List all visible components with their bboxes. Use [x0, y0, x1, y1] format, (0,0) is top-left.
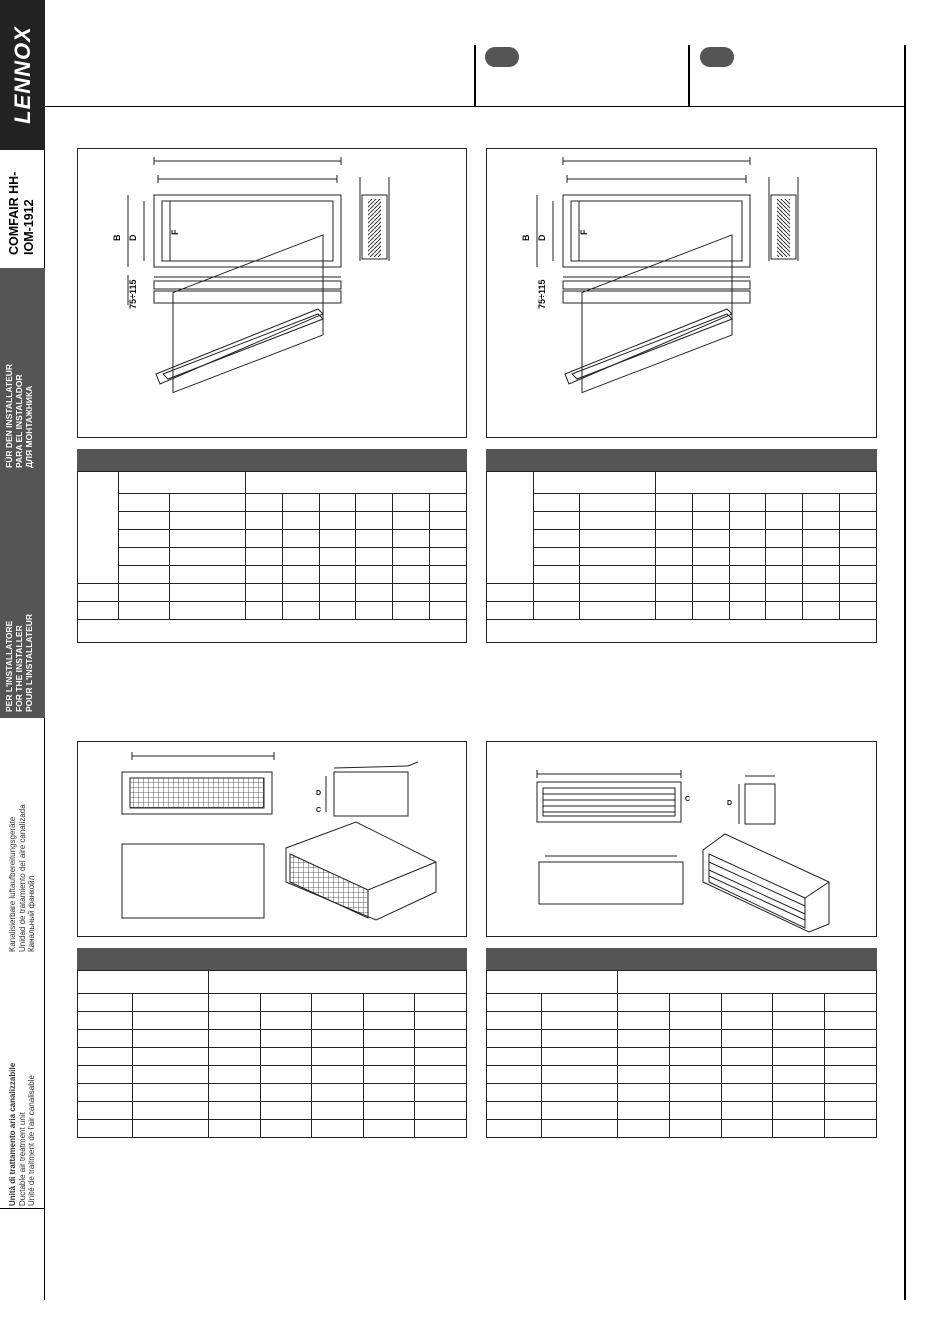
installer-label-group1 — [4, 364, 34, 468]
table-header-band — [77, 449, 467, 471]
unit-drawing-svg — [487, 742, 876, 936]
brand-logo — [0, 0, 45, 150]
installer-label: FÜR DEN INSTALLATEUR — [4, 363, 14, 468]
product-name: Канальный фанкойл — [27, 875, 36, 952]
installer-label: POUR L'INSTALLATEUR — [24, 613, 34, 712]
grille-drawing-left — [77, 148, 467, 438]
dimension-label: C — [316, 807, 322, 814]
table-header-band — [77, 948, 467, 970]
unit-drawing-right — [486, 741, 877, 937]
dimension-label: B — [112, 234, 122, 241]
installer-label: PER L'INSTALLATORE — [4, 620, 14, 712]
unit-drawing-svg — [78, 742, 466, 936]
unit-table — [486, 970, 877, 1138]
document-code — [7, 172, 37, 255]
installer-label-group2 — [4, 614, 34, 712]
product-name: Unidad de tratamiento del aire canalizada — [17, 804, 27, 952]
dimensions-table — [486, 471, 877, 643]
table-header-band — [486, 449, 877, 471]
dimension-label: D — [537, 234, 547, 241]
grille-drawing-right — [486, 148, 877, 438]
unit-table — [77, 970, 467, 1138]
page-right-border — [904, 45, 906, 1300]
product-name: Kanalisierbare luftaufbereitungsgeräte — [8, 816, 17, 952]
dimension-label: D — [727, 800, 733, 807]
header-separator — [688, 45, 690, 107]
logo-text: LENNOX — [9, 26, 35, 124]
dimension-label: B — [521, 234, 531, 241]
dimension-label: F — [170, 229, 180, 235]
installer-label: FOR THE INSTALLER — [14, 625, 24, 712]
language-badge — [485, 47, 519, 67]
table-header-band — [486, 948, 877, 970]
dimension-label: 75÷115 — [537, 279, 547, 309]
dimensions-table — [77, 471, 467, 643]
document-code-line2: IOM-1912 — [22, 199, 36, 255]
product-name: Unité de traitment de l'air canalisable — [27, 1075, 36, 1206]
dimension-label: D — [316, 790, 322, 797]
header-separator — [474, 45, 476, 107]
installer-label: ДЛЯ МОНТАЖНИКА — [24, 385, 34, 468]
dimension-label: D — [128, 234, 138, 241]
dimension-label: C — [685, 796, 691, 803]
document-code-line1: COMFAIR HH- — [7, 171, 21, 255]
sidebar-rule — [0, 1208, 45, 1209]
dimension-label: 75÷115 — [128, 279, 138, 309]
installer-label: PARA EL INSTALADOR — [14, 374, 24, 468]
product-name: Unità di trattamento aria canalizzabile — [8, 1062, 17, 1206]
dimension-label: F — [579, 229, 589, 235]
unit-drawing-left — [77, 741, 467, 937]
product-name: Ductable air treatment unit — [17, 1112, 27, 1206]
product-name-group1 — [8, 804, 37, 952]
language-badge — [700, 47, 734, 67]
product-name-group2 — [8, 1063, 37, 1206]
